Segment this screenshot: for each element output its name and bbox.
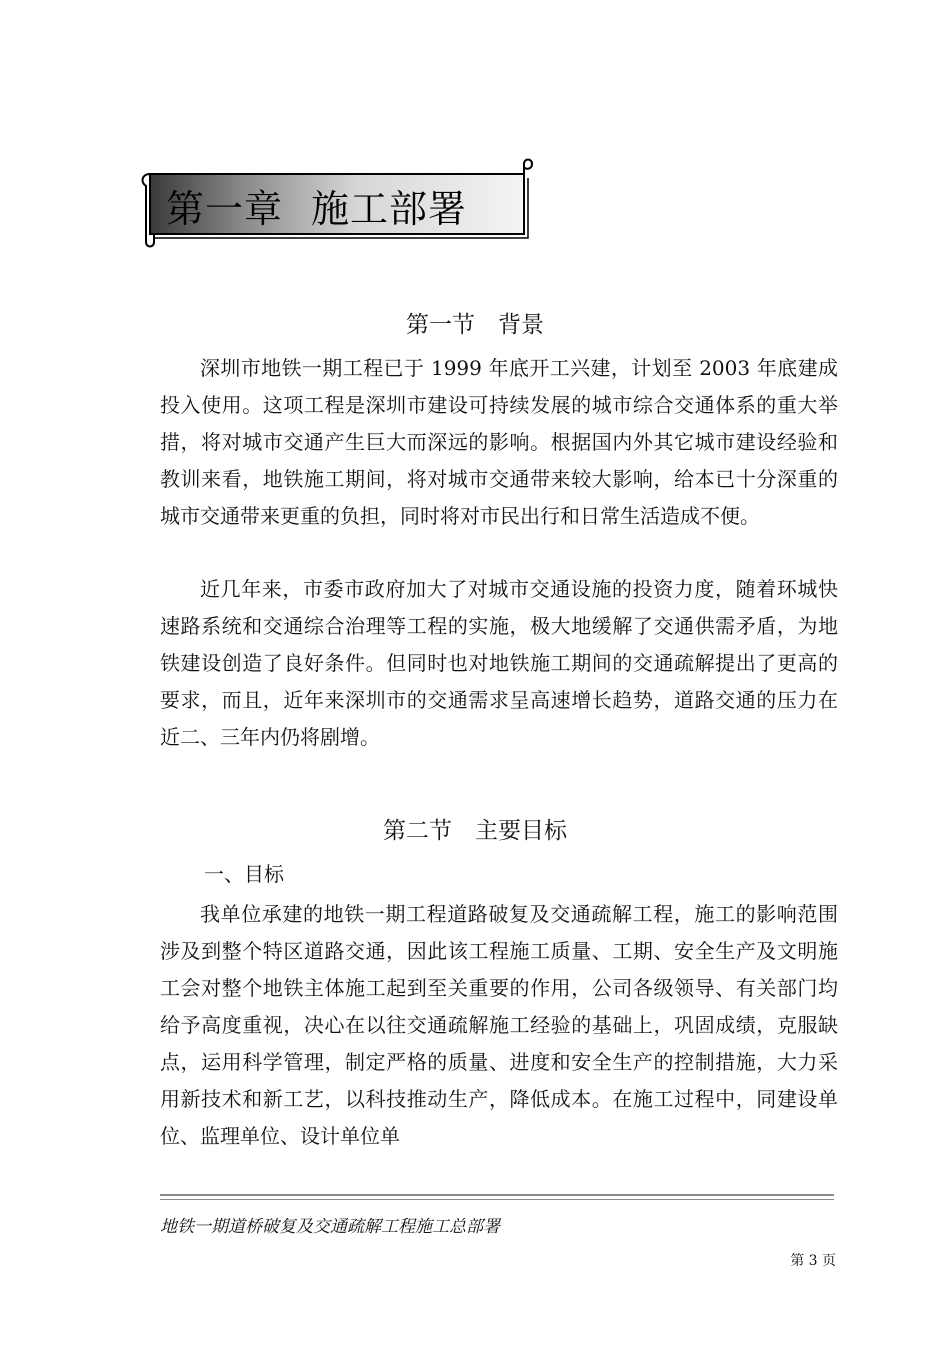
chapter-title <box>166 178 467 233</box>
section-1-paragraph-2: 近几年来，市委市政府加大了对城市交通设施的投资力度，随着环城快速路系统和交通综合治理等工程的实施，极大地缓解了交通供需矛盾，为地铁建设创造了良好条件。但同时也对地铁施工期间的交通疏解提出了更高的要求，而且，近年来深圳市的交通需求呈高速增长趋势，道路交通的压力在近二、三年内仍将剧增。 <box>160 577 838 749</box>
footer-rule-bottom <box>160 1199 834 1200</box>
section-1-heading: 第一节 背景 <box>406 312 544 338</box>
page-number: 第 3 页 <box>790 1253 836 1269</box>
chapter-prefix: 第一章 <box>166 187 284 231</box>
section-2-paragraph: 我单位承建的地铁一期工程道路破复及交通疏解工程，施工的影响范围涉及到整个特区道路交通，因此该工程施工质量、工期、安全生产及文明施工会对整个地铁主体施工起到至关重要的作用，公司各级领导、有关部门均给予高度重视，决心在以往交通疏解施工经验的基础上，巩固成绩，克服缺点，运用科学管理，制定严格的质量、进度和安全生产的控制措施，大力采用新技术和新工艺，以科技推动生产，降低成本。在施工过程中，同建设单位、监理单位、设计单位单 <box>160 902 838 1148</box>
section-2-subheading: 一、目标 <box>204 862 284 886</box>
footer-document-title: 地铁一期道桥破复及交通疏解工程施工总部署 <box>160 1217 500 1237</box>
section-2-heading: 第二节 主要目标 <box>383 818 567 844</box>
footer-rule-top <box>160 1194 834 1196</box>
chapter-name: 施工部署 <box>311 187 468 231</box>
chapter-banner <box>138 156 538 248</box>
section-1-paragraph-1: 深圳市地铁一期工程已于 1999 年底开工兴建，计划至 2003 年底建成投入使用。这项工程是深圳市建设可持续发展的城市综合交通体系的重大举措，将对城市交通产生巨大而深远的影响。根据国内外其它城市建设经验和教训来看，地铁施工期间，将对城市交通带来较大影响，给本已十分深重的城市交通带来更重的负担，同时将对市民出行和日常生活造成不便。 <box>160 356 838 528</box>
